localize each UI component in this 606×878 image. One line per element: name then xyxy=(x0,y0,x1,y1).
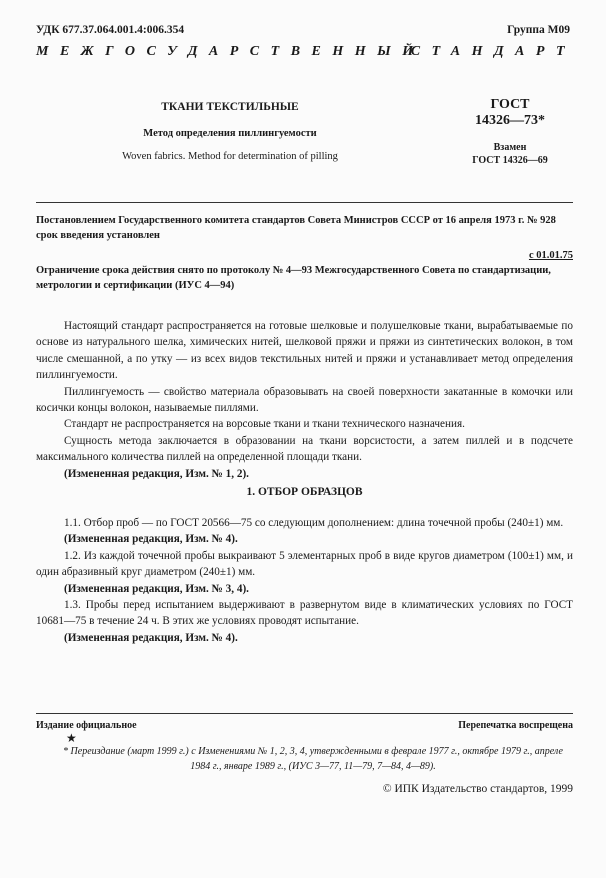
clause-1-2: 1.2. Из каждой точечной пробы выкраивают 5 элементарных проб в виде кругов диаметром (100±1) мм, и один абразивный круг диаметром (240±1) мм. xyxy=(36,549,573,579)
intro-paragraph: Настоящий стандарт распространяется на готовые шелковые и полушелковые ткани, вырабатываемые по основе из натурального шелка, химических нитей, шелковой пряжи и пряжи из синтетических волокон, в том числе смешанной, а по утку — из всех видов текстильных нитей и пряжи и устанавливает метод определения пиллингуемости. xyxy=(36,320,573,382)
intro-paragraph: Пиллингуемость — свойство материала образовывать на своей поверхности закатанные в комочки или косички концы волокон, называемые пиллями. xyxy=(36,385,573,415)
clause-1-3: 1.3. Пробы перед испытанием выдерживают в развернутом виде в климатических условиях по ГОСТ 10681—75 в течение 24 ч. В этих же условиях проводят испытание. xyxy=(36,599,573,628)
official-edition: Издание официальное xyxy=(36,720,137,731)
replaces-label: Взамен xyxy=(493,142,527,153)
effective-date: с 01.01.75 xyxy=(528,250,573,261)
group-code: Группа М09 xyxy=(507,24,570,36)
clause-1-3-note: (Измененная редакция, Изм. № 4). xyxy=(64,631,238,644)
gost-number xyxy=(458,97,562,129)
intro-section xyxy=(36,318,573,482)
section-title: 1. ОТБОР ОБРАЗЦОВ xyxy=(246,486,363,498)
replaces-value: ГОСТ 14326—69 xyxy=(472,155,548,166)
document-subtitle: Метод определения пиллингуемости xyxy=(143,128,317,139)
no-reprint-notice: Перепечатка воспрещена xyxy=(458,720,573,731)
intro-paragraph: Стандарт не распространяется на ворсовые ткани и ткани технического назначения. xyxy=(64,418,465,431)
udk-code: УДК 677.37.064.001.4:006.354 xyxy=(36,24,185,36)
clause-1-2-note: (Измененная редакция, Изм. № 3, 4). xyxy=(64,582,249,595)
intro-amendment-note: (Измененная редакция, Изм. № 1, 2). xyxy=(64,467,249,480)
interstate-label: МЕЖГОСУДАРСТВЕННЫЙ xyxy=(36,44,425,59)
copyright: © ИПК Издательство стандартов, 1999 xyxy=(382,783,573,795)
english-title: Woven fabrics. Method for determination of pilling xyxy=(122,151,338,162)
gost-label: ГОСТ xyxy=(490,97,530,112)
decree-text: Постановлением Государственного комитета стандартов Совета Министров СССР от 16 апреля 1973 г. № 928 срок введения установлен xyxy=(36,215,556,241)
clause-1-1-note: (Измененная редакция, Изм. № 4). xyxy=(64,533,238,546)
reprint-note: * Переиздание (март 1999 г.) с Изменениями № 1, 2, 3, 4, утвержденными в феврале 1977 г., октябре 1979 г., апреле 1984 г., январе 1989 г., (ИУС 3—77, 11—79, 7—84, 4—89). xyxy=(63,746,563,772)
clause-1-1: 1.1. Отбор проб — по ГОСТ 20566—75 со следующим дополнением: длина точечной пробы (240±1) мм. xyxy=(64,517,564,529)
gost-code: 14326—73* xyxy=(475,113,545,128)
header-divider xyxy=(36,202,573,203)
section1-body xyxy=(36,515,573,646)
document-title: ТКАНИ ТЕКСТИЛЬНЫЕ xyxy=(161,101,299,113)
standard-label: СТАНДАРТ xyxy=(410,44,576,59)
replaces-block xyxy=(458,141,562,167)
footer-divider xyxy=(36,713,573,714)
star-icon: ★ xyxy=(66,731,77,745)
intro-paragraph: Сущность метода заключается в образовании на ткани ворсистости, а затем пиллей и в подсчете максимального количества пиллей на определенной площади ткани. xyxy=(36,434,573,464)
limitation-text: Ограничение срока действия снято по протоколу № 4—93 Межгосударственного Совета по стандартизации, метрологии и сертификации (ИУС 4—94) xyxy=(36,265,551,291)
